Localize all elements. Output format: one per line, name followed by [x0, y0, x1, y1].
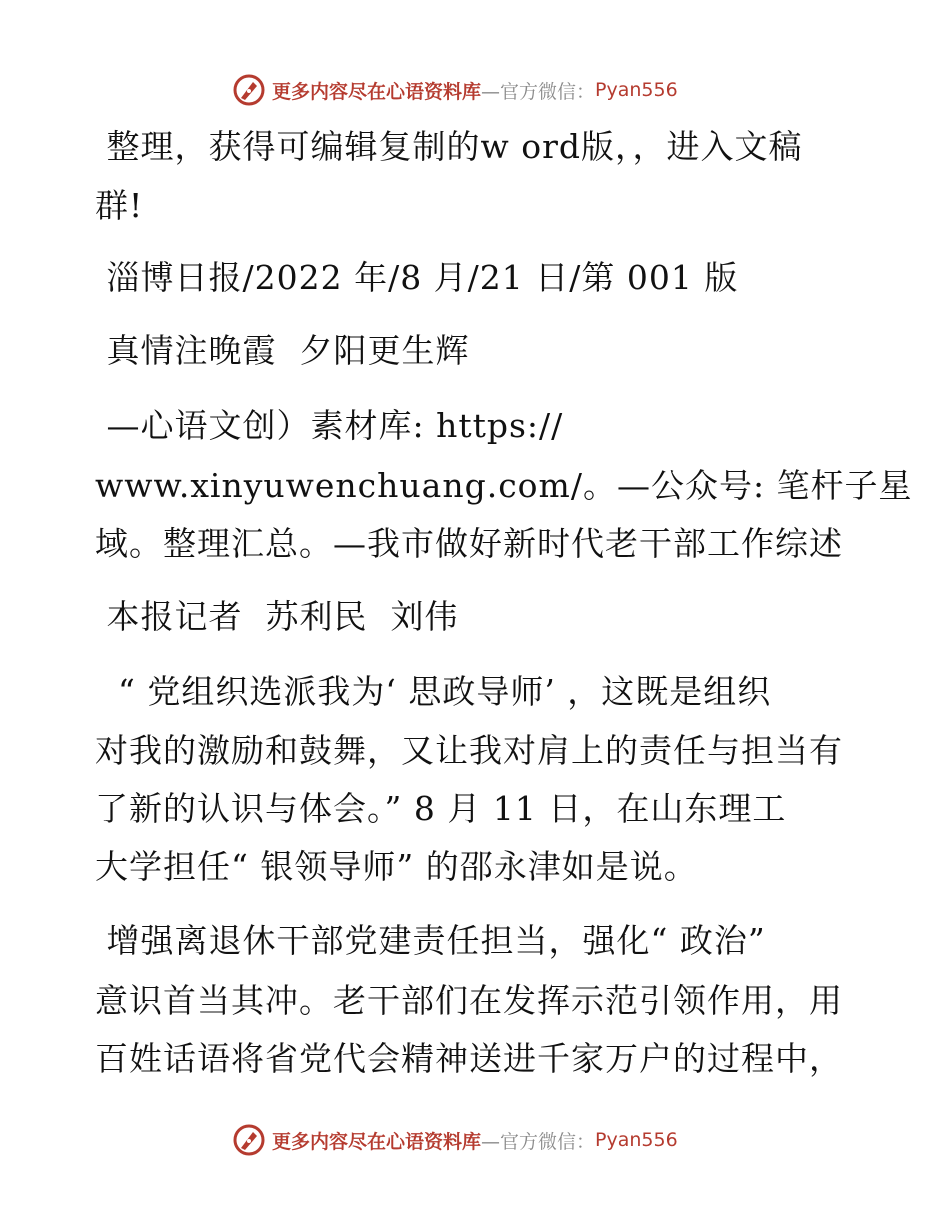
body-line: 域。整理汇总。—我市做好新时代老干部工作综述	[95, 524, 843, 563]
body-line: 整理，获得可编辑复制的w ord版，，进入文稿	[95, 127, 803, 166]
banner-text: 更多内容尽在心语资料库	[272, 1130, 482, 1153]
banner-separator: —官方微信：	[481, 1130, 596, 1153]
body-line: 大学担任“ 银领导师” 的邵永津如是说。	[95, 847, 698, 886]
body-line: —心语文创）素材库: https://	[95, 406, 564, 445]
body-line: 意识首当其冲。老干部们在发挥示范引领作用，用	[95, 981, 843, 1020]
pen-nib-circle-logo-icon	[232, 73, 266, 107]
body-line: 了新的认识与体会。” 8 月 11 日，在山东理工	[95, 789, 787, 828]
banner-handle: Pyan556	[595, 79, 678, 101]
body-line: “ 党组织选派我为‘ 思政导师’ ，这既是组织	[95, 672, 772, 711]
banner-separator: —官方微信：	[481, 80, 596, 103]
banner-handle: Pyan556	[595, 1129, 678, 1151]
banner-text: 更多内容尽在心语资料库	[272, 80, 482, 103]
body-line: 百姓话语将省党代会精神送进千家万户的过程中，	[95, 1039, 843, 1078]
header-banner	[232, 72, 678, 108]
body-line: 增强离退休干部党建责任担当，强化“ 政治”	[95, 921, 766, 960]
body-line: www.xinyuwenchuang.com/。—公众号: 笔杆子星	[95, 466, 913, 505]
body-line: 对我的激励和鼓舞，又让我对肩上的责任与担当有	[95, 731, 843, 770]
body-line: 淄博日报/2022 年/8 月/21 日/第 001 版	[95, 258, 739, 297]
pen-nib-circle-logo-icon	[232, 1123, 266, 1157]
footer-banner	[232, 1122, 678, 1158]
body-line: 真情注晚霞 夕阳更生辉	[95, 331, 470, 370]
body-line: 群!	[95, 186, 144, 225]
body-line: 本报记者 苏利民 刘伟	[95, 597, 459, 636]
